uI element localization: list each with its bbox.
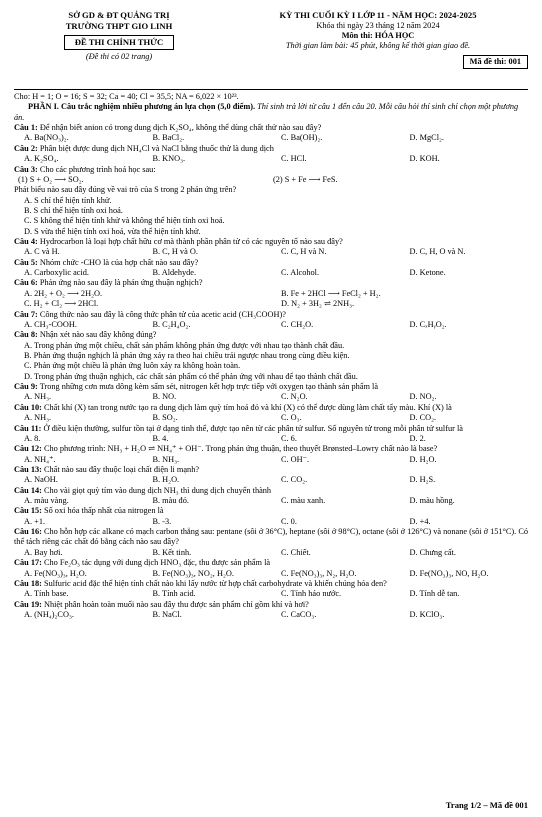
answer-option[interactable]: B. SO₂. (152, 413, 178, 423)
question-text: Cho vài giọt quỳ tím vào dung dịch NH₃ thì dung dịch chuyển thành (43, 485, 272, 495)
answer-option[interactable]: C. CaCO₃. (281, 609, 317, 619)
options-row (14, 247, 528, 257)
exam-header (14, 10, 528, 88)
answer-option[interactable]: D. C, H, O và N. (409, 247, 466, 257)
question-text: Cho Fe₂O₃ tác dụng với dung dịch HNO₃ đặc, thu được sản phẩm là (43, 558, 271, 568)
question-text: Chất khí (X) tan trong nước tạo ra dung dịch làm quỳ tím hoá đỏ và khí (X) có thể được dùng làm chất tẩy màu. Khí (X) là (43, 402, 452, 412)
question-number: Câu 10: (14, 402, 42, 412)
question-text: Hydrocarbon là loại hợp chất hữu cơ mà thành phần phân tử có các nguyên tố nào sau đây? (39, 237, 343, 247)
question-number: Câu 9: (14, 382, 38, 392)
section-note: Thí sinh trả lời từ câu 1 đến câu 20. Mỗi câu hỏi thí sinh chỉ chọn một phương án. (14, 102, 519, 122)
page-footer: Trang 1/2 – Mã đề 001 (445, 800, 528, 811)
answer-option[interactable]: B. màu đỏ. (152, 496, 189, 506)
question (14, 579, 528, 600)
answer-option[interactable]: C. 6. (281, 433, 297, 443)
answer-option[interactable]: C. C, H và N. (281, 247, 327, 257)
question-number: Câu 7: (14, 309, 38, 319)
question-stem (14, 237, 528, 247)
question-text: Để nhận biết anion có trong dung dịch K₂SO₄, không thể dùng chất thử nào sau đây? (39, 123, 322, 133)
answer-option[interactable]: C. H₂ + Cl₂ ⟶ 2HCl. (24, 299, 99, 309)
question-number: Câu 8: (14, 330, 38, 340)
divider (14, 89, 528, 90)
question-number: Câu 6: (14, 278, 38, 288)
answer-option[interactable]: A. 8. (24, 433, 41, 443)
answer-option[interactable]: A. S chỉ thể hiện tính khử. (24, 195, 112, 205)
question-text: Cho phương trình: NH₃ + H₂O ⇌ NH₄⁺ + OH⁻. Trong phản ứng thuận, theo thuyết Brønsted–Lowry chất nào là base? (43, 444, 438, 454)
question-text: Nhóm chức -CHO là của hợp chất nào sau đây? (39, 257, 199, 267)
equation: (1) S + O₂ ⟶ SO₂. (18, 174, 84, 184)
answer-option[interactable]: B. C, H và O. (152, 247, 198, 257)
options-row (14, 496, 528, 506)
question-stem (14, 278, 528, 288)
answer-option[interactable]: B. NH₃. (152, 454, 180, 464)
question-number: Câu 12: (14, 444, 42, 454)
header-left (14, 10, 224, 88)
options-row (14, 434, 528, 444)
answer-option[interactable]: D. H₂S. (409, 475, 436, 485)
question (14, 258, 528, 279)
answer-option[interactable]: C. OH⁻. (281, 454, 310, 464)
answer-option[interactable]: D. N₂ + 3H₂ ⇌ 2NH₃. (281, 299, 355, 309)
answer-option[interactable]: B. H₂O. (152, 475, 180, 485)
options-row (14, 413, 528, 423)
question (14, 330, 528, 382)
official-exam-label: ĐỀ THI CHÍNH THỨC (64, 35, 174, 50)
answer-option[interactable]: A. NH₃. (24, 392, 52, 402)
question (14, 465, 528, 486)
question-text: Cho các phương trình hoá học sau: (39, 164, 156, 174)
answer-option[interactable]: C. màu xanh. (281, 496, 326, 506)
options-row (14, 548, 528, 558)
answer-option[interactable]: D. NO₂. (409, 392, 437, 402)
header-right (228, 10, 528, 88)
options-row (14, 589, 528, 599)
question-number: Câu 14: (14, 485, 42, 495)
answer-option[interactable]: A. màu vàng. (24, 496, 69, 506)
question-number: Câu 18: (14, 578, 42, 588)
answer-option[interactable]: C. N₂O. (281, 392, 308, 402)
question-stem (14, 558, 528, 568)
answer-option[interactable]: D. KOH. (409, 154, 440, 164)
question-stem (14, 330, 528, 340)
question (14, 165, 528, 238)
answer-option[interactable]: B. -3. (152, 516, 172, 526)
answer-option[interactable]: A. Trong phản ứng một chiều, chất sản phẩm không phản ứng được với nhau tạo thành chất đầu. (24, 340, 345, 350)
options-row (14, 392, 528, 402)
question-number: Câu 15: (14, 506, 42, 516)
question-text: Phân biệt được dung dịch NH₄Cl và NaCl bằng thuốc thử là dung dịch (39, 143, 274, 153)
question-number: Câu 16: (14, 527, 42, 537)
question-number: Câu 17: (14, 558, 42, 568)
answer-option[interactable]: D. Trong phản ứng thuận nghịch, các chất sản phẩm có thể phản ứng với nhau để tạo thành chất đầu. (24, 371, 358, 381)
question-stem (14, 382, 528, 392)
question-number: Câu 2: (14, 143, 38, 153)
question (14, 310, 528, 331)
question (14, 444, 528, 465)
answer-option[interactable]: C. O₃. (281, 413, 302, 423)
question-text: Chất nào sau đây thuộc loại chất điện li mạnh? (43, 464, 200, 474)
answer-option[interactable]: B. S chỉ thể hiện tính oxi hoá. (24, 205, 123, 215)
answer-option[interactable]: C. CH₂O. (281, 319, 314, 329)
options-row (14, 517, 528, 527)
department-name: SỞ GD & ĐT QUẢNG TRỊ (68, 10, 170, 20)
exam-code: Mã đề thi: 001 (463, 55, 528, 69)
answer-option[interactable]: D. Chưng cất. (409, 547, 456, 557)
answer-option[interactable]: A. K₂SO₄. (24, 154, 59, 164)
question-text: Nhiệt phân hoàn toàn muối nào sau đây thu được sản phẩm chỉ gồm khí và hơi? (43, 599, 309, 609)
answer-option[interactable]: D. H₂O. (409, 454, 437, 464)
question-text: Trong những cơn mưa dông kèm sấm sét, nitrogen kết hợp trực tiếp với oxygen tạo thành sản phẩm là (39, 382, 379, 392)
question (14, 123, 528, 144)
answer-option[interactable]: A. Tính base. (24, 589, 69, 599)
answer-option[interactable]: B. NO. (152, 392, 177, 402)
answer-option[interactable]: A. (NH₄)₂CO₃. (24, 609, 74, 619)
atomic-constants: Cho: H = 1; O = 16; S = 32; Ca = 40; Cl = 35,5; NA = 6,022 × 10²³. (14, 92, 239, 101)
question-stem (14, 600, 528, 610)
subject: Môn thi: HÓA HỌC (341, 31, 415, 41)
question-number: Câu 5: (14, 257, 38, 267)
question-number: Câu 19: (14, 599, 42, 609)
options-row (14, 475, 528, 485)
answer-option[interactable]: B. KNO₃. (152, 154, 186, 164)
answer-option[interactable]: D. CₓHᵧO₂. (409, 319, 447, 329)
question (14, 424, 528, 445)
question-text: Công thức nào sau đây là công thức phân tử của acetic acid (CH₃COOH)? (39, 309, 286, 319)
question-stem (14, 403, 528, 413)
question (14, 144, 528, 165)
answer-option[interactable]: C. Tính háo nước. (281, 589, 342, 599)
answer-option[interactable]: C. Chiết. (281, 547, 311, 557)
answer-option[interactable]: B. Aldehyde. (152, 268, 197, 278)
answer-option[interactable]: B. NaCl. (152, 609, 182, 619)
question (14, 237, 528, 258)
school-name: TRƯỜNG THPT GIO LINH (65, 20, 173, 31)
options-row (14, 320, 528, 330)
question (14, 506, 528, 527)
options-row (14, 299, 528, 309)
question-stem (14, 486, 528, 496)
question-stem (14, 165, 528, 175)
answer-option[interactable]: A. Carboxylic acid. (24, 268, 89, 278)
question-number: Câu 3: (14, 164, 38, 174)
answer-option[interactable]: B. Fe(NO₃)₃, NO₂, H₂O. (152, 568, 234, 578)
question-text: Sulfuric acid đặc thể hiện tính chất nào khi lấy nước từ hợp chất carbohydrate và khiến chúng hóa đen? (43, 578, 387, 588)
answer-option[interactable]: A. Fe(NO₃)₃, H₂O. (24, 568, 87, 578)
options-row (14, 154, 528, 164)
options-row (14, 455, 528, 465)
answer-option[interactable]: A. Bay hơi. (24, 547, 63, 557)
answer-option[interactable]: C. Alcohol. (281, 268, 320, 278)
options-row (14, 289, 528, 299)
section-heading (14, 102, 528, 123)
question (14, 403, 528, 424)
question-stem (14, 506, 528, 516)
answer-option[interactable]: B. C₂H₄O₂. (152, 319, 191, 329)
answer-option[interactable]: B. Tính acid. (152, 589, 196, 599)
question-number: Câu 13: (14, 464, 42, 474)
answer-option[interactable]: A. NaOH. (24, 475, 58, 485)
answer-option[interactable]: D. MgCl₂. (409, 133, 444, 143)
question-text: Ở điều kiện thường, sulfur tồn tại ở dạng tinh thể, được tạo nên từ các phân tử sulfur. Số nguyên tử trong mỗi phân tử sulfur là (43, 423, 463, 433)
answer-option[interactable]: D. Tính dễ tan. (409, 589, 460, 599)
answer-option[interactable]: B. Phản ứng thuận nghịch là phản ứng xảy ra theo hai chiều trái ngược nhau trong cùng điều kiện. (24, 350, 350, 360)
question-stem (14, 144, 528, 154)
question-stem (14, 579, 528, 589)
question-number: Câu 11: (14, 423, 42, 433)
question (14, 527, 528, 558)
answer-option[interactable]: A. CH₃-COOH. (24, 319, 77, 329)
answer-option[interactable]: D. CO₂. (409, 413, 437, 423)
answer-option[interactable]: B. Kết tinh. (152, 547, 192, 557)
answer-option[interactable]: B. Fe + 2HCl ⟶ FeCl₂ + H₂. (281, 288, 381, 298)
options-row (14, 133, 528, 143)
exam-date: Khóa thi ngày 23 tháng 12 năm 2024 (316, 20, 440, 30)
time-note: Thời gian làm bài: 45 phút, không kể thời gian giao đề. (285, 41, 471, 51)
answer-option[interactable]: B. BaCl₂. (152, 133, 185, 143)
answer-option[interactable]: D. Ketone. (409, 268, 446, 278)
answer-option[interactable]: A. 2H₂ + O₂ ⟶ 2H₂O. (24, 288, 103, 298)
pages-note: (Đề thi có 02 trang) (85, 52, 153, 62)
answer-option[interactable]: A. NH₄⁺. (24, 454, 56, 464)
answer-option[interactable]: A. C và H. (24, 247, 60, 257)
question (14, 278, 528, 309)
question-stem (14, 527, 528, 548)
question-text: Phản ứng nào sau đây là phản ứng thuận nghịch? (39, 278, 203, 288)
question-text-2: Phát biểu nào sau đây đúng về vai trò của S trong 2 phản ứng trên? (14, 185, 237, 195)
equation-row (14, 175, 528, 185)
answer-option[interactable]: C. HCl. (281, 154, 307, 164)
question (14, 486, 528, 507)
answer-option[interactable]: C. S không thể hiện tính khử và không thể hiện tính oxi hoá. (24, 216, 225, 226)
question (14, 382, 528, 403)
question-text: Số oxi hóa thấp nhất của nitrogen là (43, 506, 164, 516)
answer-option[interactable]: D. màu hồng. (409, 496, 455, 506)
answer-option[interactable]: C. Phản ứng một chiều là phản ứng luôn xảy ra không hoàn toàn. (24, 361, 241, 371)
question (14, 558, 528, 579)
question-stem (14, 258, 528, 268)
question-list (14, 123, 528, 620)
question-stem (14, 310, 528, 320)
answer-option[interactable]: C. Fe(NO₃)₃, N₂, H₂O. (281, 568, 357, 578)
options-row (14, 268, 528, 278)
question (14, 600, 528, 621)
options-row (14, 569, 528, 579)
answer-option[interactable]: A. NH₃. (24, 413, 52, 423)
answer-option[interactable]: D. +4. (409, 516, 431, 526)
answer-option[interactable]: C. Ba(OH)₂. (281, 133, 323, 143)
answer-option[interactable]: D. KClO₃. (409, 609, 445, 619)
question-number: Câu 1: (14, 123, 38, 133)
answer-option[interactable]: D. Fe(NO₃)₃, NO, H₂O. (409, 568, 489, 578)
question-stem (14, 465, 528, 475)
section-title: PHẦN I. Câu trắc nghiệm nhiều phương án lựa chọn (5,0 điểm). (28, 102, 256, 112)
answer-option[interactable]: C. CO₂. (281, 475, 308, 485)
equation: (2) S + Fe ⟶ FeS. (273, 174, 338, 184)
question-stem (14, 444, 528, 454)
question-text: Cho hỗn hợp các alkane có mạch carbon thẳng sau: pentane (sôi ở 36°C), heptane (sôi ở 98°C), octane (sôi ở 126°C) và nonane (sôi ở 151°C). Có thể tách riêng các chất đó bằng cách nào sau đây? (14, 527, 529, 547)
question-number: Câu 4: (14, 237, 38, 247)
options-row (14, 610, 528, 620)
answer-option[interactable]: A. +1. (24, 516, 46, 526)
exam-title: KỲ THI CUỐI KỲ I LỚP 11 - NĂM HỌC: 2024-2025 (279, 10, 477, 20)
answer-option[interactable]: A. Ba(NO₃)₂. (24, 133, 69, 143)
answer-option[interactable]: C. 0. (281, 516, 297, 526)
question-stem (14, 424, 528, 434)
question-text: Nhận xét nào sau đây không đúng? (39, 330, 157, 340)
answer-option[interactable]: D. S vừa thể hiện tính oxi hoá, vừa thể hiện tính khử. (24, 226, 201, 236)
answer-option[interactable]: B. 4. (152, 433, 169, 443)
answer-option[interactable]: D. 2. (409, 433, 426, 443)
question-stem (14, 123, 528, 133)
